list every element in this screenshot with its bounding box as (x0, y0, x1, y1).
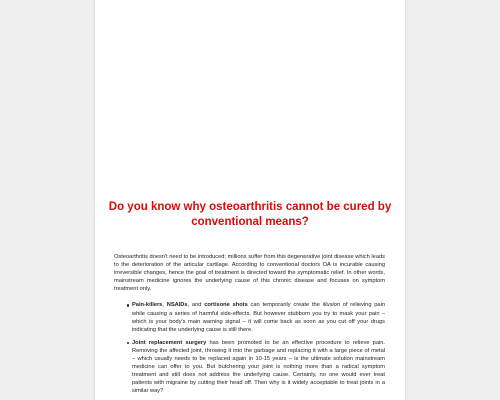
item-text: of relieving pain while causing a series of harmful side-effects. But however stubborn you try to mask your pain – which is your body's main warning signal – it will come back as soon as you cut off your drugs indicating that the underlying cause is still there. (132, 302, 386, 333)
lead-nsaids: NSAIDs (166, 302, 188, 309)
intro-paragraph: Osteoarthritis doesn't need to be introduced; millions suffer from this degenerative joint disease which leads to the deterioration of the articular cartilage. According to conventional doctors OA is incurable causing irreversible changes, hence the goal of treatment is directed toward the symptomatic relief. In other words, mainstream medicine ignores the underlying cause of this chronic disease and focuses on symptom treatment only. (114, 254, 385, 293)
item-text: has been promoted to be an effective procedure to relieve pain. Removing the affected joint, throwing it into the garbage and replacing it with a large piece of metal – which usually needs to be replaced again in 10-15 years – is the ultimate solution mainstream medicine can offer to you. But butchering your joint is nothing more than a radical symptom treatment and still does not address the underlying cause. Certainly, no one would ever treat patients with migraine by cutting their head off. Then why is it widely acceptable to treat joints in a similar way? (132, 339, 385, 395)
lead-cortisone: cortisone shots (204, 302, 248, 309)
article-content (95, 253, 405, 396)
lead-joint-replacement: Joint replacement surgery (132, 339, 207, 346)
article-headline: Do you know why osteoarthritis cannot be cured by conventional means? (108, 201, 392, 228)
emphasis-illusion: illusion (322, 302, 341, 309)
hero-area (95, 0, 405, 200)
item-text: can temporarily create the (247, 302, 323, 309)
separator: , and (187, 302, 205, 309)
list-item-painkillers (132, 301, 385, 333)
treatment-list (114, 301, 385, 395)
article-page (95, 0, 405, 400)
separator: , (162, 302, 167, 309)
lead-painkillers: Pain-killers (132, 302, 163, 309)
list-item-joint-replacement (132, 339, 385, 396)
